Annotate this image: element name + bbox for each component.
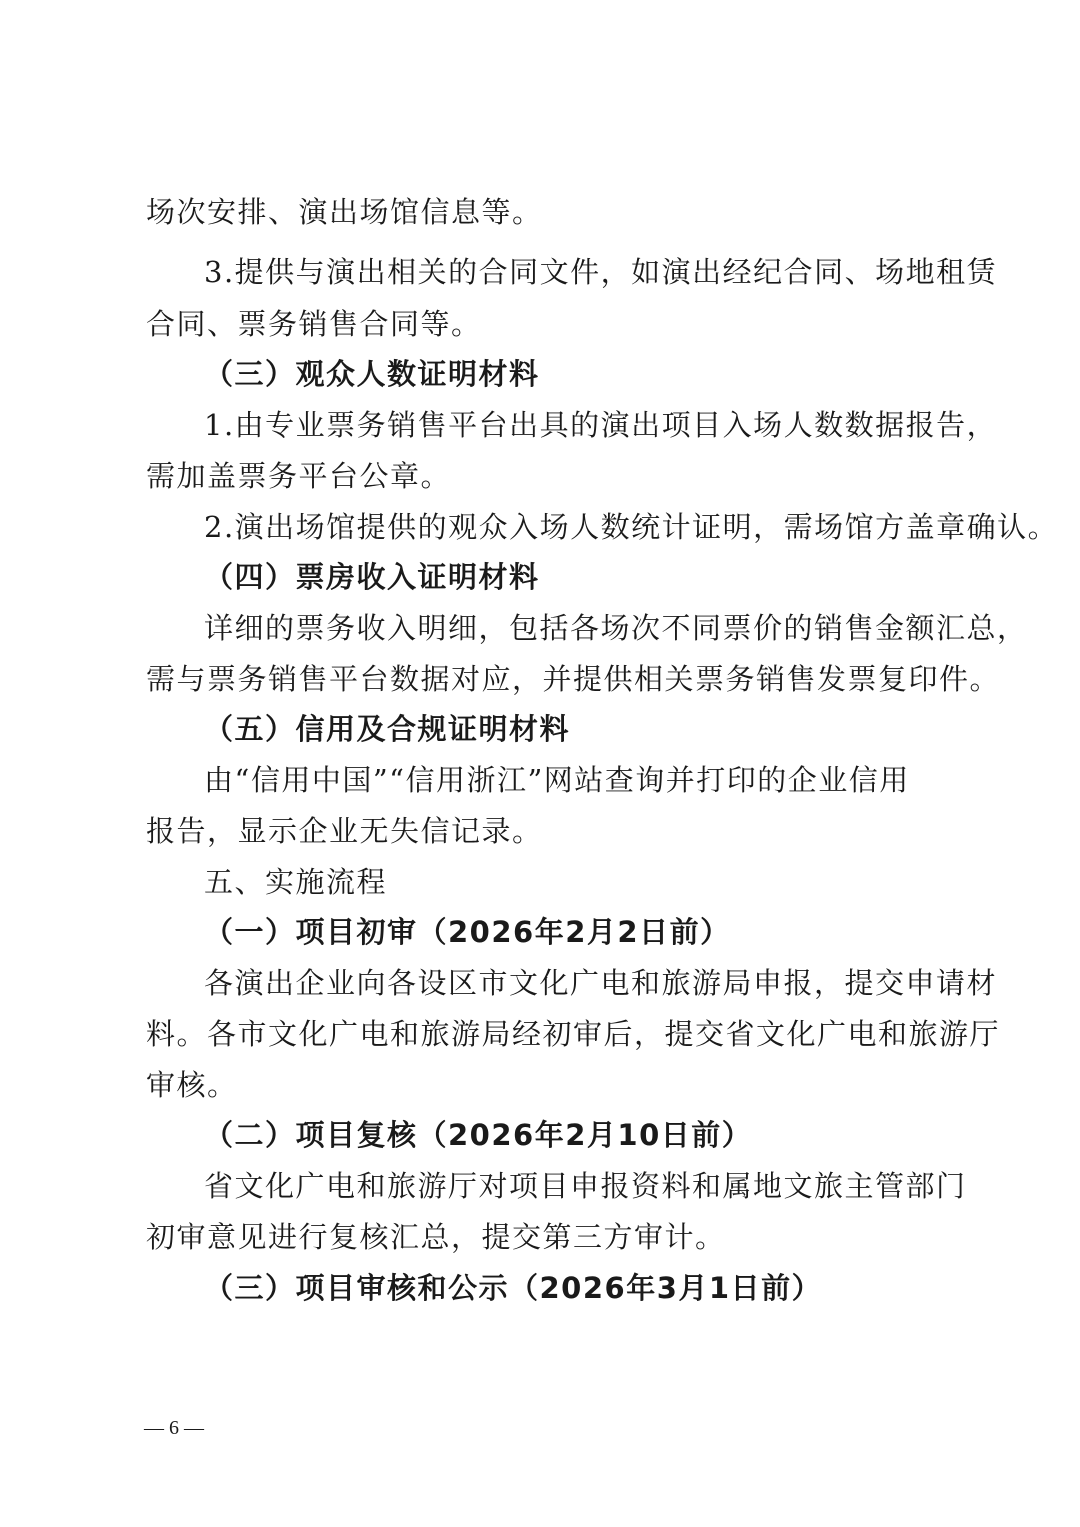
paragraph-line: 场次安排、演出场馆信息等。 [146, 195, 543, 229]
paragraph-line: 1.由专业票务销售平台出具的演出项目入场人数数据报告， [204, 408, 998, 442]
paragraph-line: 3.提供与演出相关的合同文件，如演出经纪合同、场地租赁 [204, 255, 998, 289]
paragraph-line: 合同、票务销售合同等。 [146, 307, 482, 341]
section-heading: （三）观众人数证明材料 [204, 357, 540, 391]
section-heading: （一）项目初审（2026年2月2日前） [204, 915, 731, 949]
section-heading: （五）信用及合规证明材料 [204, 712, 571, 746]
paragraph-line: 省文化广电和旅游厅对项目申报资料和属地文旅主管部门 [204, 1169, 967, 1203]
paragraph-line: 由“信用中国”“信用浙江”网站查询并打印的企业信用 [204, 763, 910, 797]
chapter-heading: 五、实施流程 [204, 865, 388, 899]
paragraph-line: 各演出企业向各设区市文化广电和旅游局申报，提交申请材 [204, 966, 998, 1000]
paragraph-line: 详细的票务收入明细，包括各场次不同票价的销售金额汇总， [204, 611, 1028, 645]
paragraph-line: 2.演出场馆提供的观众入场人数统计证明，需场馆方盖章确认。 [204, 510, 1059, 544]
paragraph-line: 报告，显示企业无失信记录。 [146, 814, 543, 848]
section-heading: （二）项目复核（2026年2月10日前） [204, 1118, 753, 1152]
section-heading: （三）项目审核和公示（2026年3月1日前） [204, 1271, 823, 1305]
paragraph-line: 料。各市文化广电和旅游局经初审后，提交省文化广电和旅游厅 [146, 1017, 1001, 1051]
paragraph-line: 需与票务销售平台数据对应，并提供相关票务销售发票复印件。 [146, 662, 1001, 696]
paragraph-line: 需加盖票务平台公章。 [146, 459, 452, 493]
paragraph-line: 初审意见进行复核汇总，提交第三方审计。 [146, 1220, 726, 1254]
page-number: — 6 — [144, 1417, 204, 1439]
paragraph-line: 审核。 [146, 1068, 238, 1102]
section-heading: （四）票房收入证明材料 [204, 560, 540, 594]
